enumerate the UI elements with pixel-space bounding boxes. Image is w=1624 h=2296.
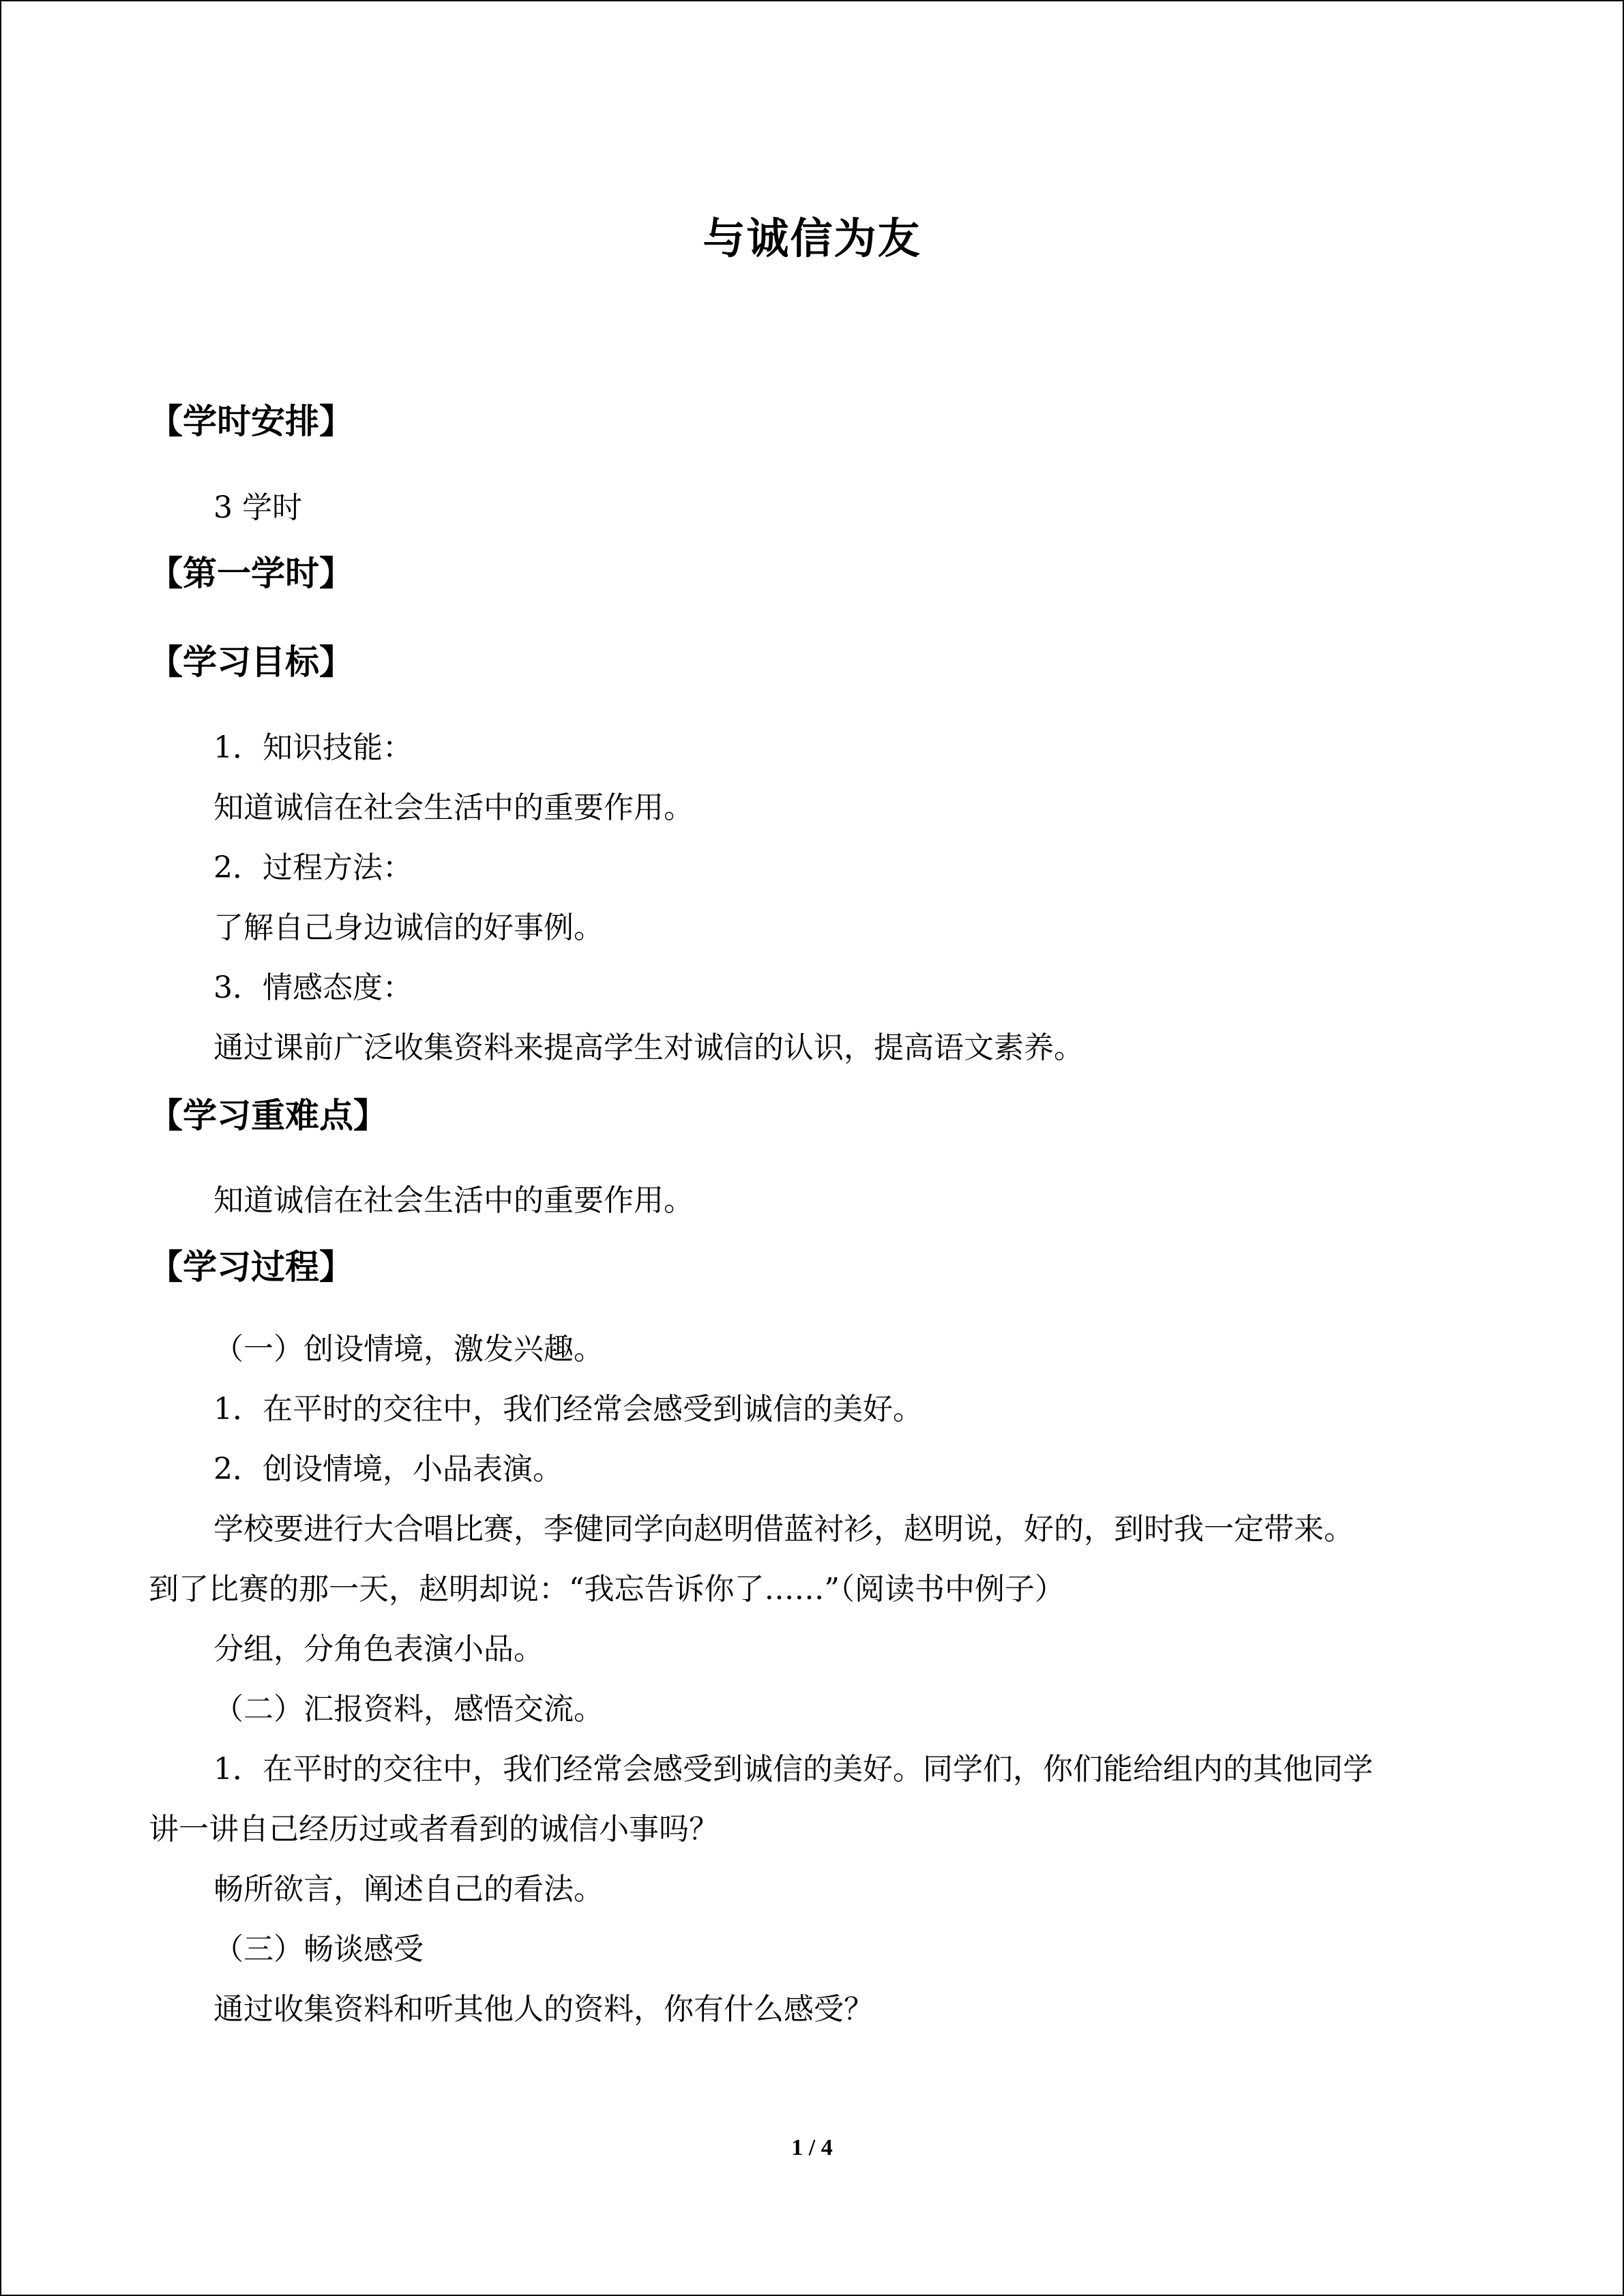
key-points-content: 知道诚信在社会生活中的重要作用。 <box>213 1183 694 1218</box>
heading-lesson-one: 【第一学时】 <box>149 554 353 593</box>
process-step2-title: （二）汇报资料，感悟交流。 <box>213 1692 604 1727</box>
objective-1-text: 知道诚信在社会生活中的重要作用。 <box>213 790 694 825</box>
page-number: 1 / 4 <box>791 2135 833 2160</box>
heading-process: 【学习过程】 <box>149 1247 353 1287</box>
process-step1-story-line1: 学校要进行大合唱比赛，李健同学向赵明借蓝衬衫，赵明说，好的，到时我一定带来。 <box>213 1512 1354 1547</box>
heading-schedule: 【学时安排】 <box>149 402 353 441</box>
heading-objectives: 【学习目标】 <box>149 642 353 682</box>
process-step1-title: （一）创设情境，激发兴趣。 <box>213 1332 604 1367</box>
objective-3-text: 通过课前广泛收集资料来提高学生对诚信的认识，提高语文素养。 <box>213 1030 1084 1065</box>
heading-key-points: 【学习重难点】 <box>149 1096 387 1135</box>
document-title: 与诚信为友 <box>703 213 921 263</box>
process-step1-story-line2: 到了比赛的那一天，赵明却说：“我忘告诉你了……”（阅读书中例子） <box>149 1572 1065 1607</box>
objective-1-label: 1．知识技能： <box>213 730 413 765</box>
process-step3-title: （三）畅谈感受 <box>213 1932 424 1967</box>
process-step1-item1: 1．在平时的交往中，我们经常会感受到诚信的美好。 <box>213 1392 923 1427</box>
process-step2-item2: 畅所欲言，阐述自己的看法。 <box>213 1872 604 1907</box>
schedule-content: 3 学时 <box>213 490 302 525</box>
process-step3-item1: 通过收集资料和听其他人的资料，你有什么感受？ <box>213 1992 874 2027</box>
objective-3-label: 3．情感态度： <box>213 970 413 1005</box>
objective-2-text: 了解自己身边诚信的好事例。 <box>213 910 604 945</box>
process-step2-item1-line2: 讲一讲自己经历过或者看到的诚信小事吗？ <box>149 1812 719 1847</box>
process-step1-item3: 分组，分角色表演小品。 <box>213 1632 544 1667</box>
process-step1-item2: 2．创设情境，小品表演。 <box>213 1452 563 1487</box>
process-step2-item1-line1: 1．在平时的交往中，我们经常会感受到诚信的美好。同学们，你们能给组内的其他同学 <box>213 1752 1373 1787</box>
objective-2-label: 2．过程方法： <box>213 850 413 885</box>
